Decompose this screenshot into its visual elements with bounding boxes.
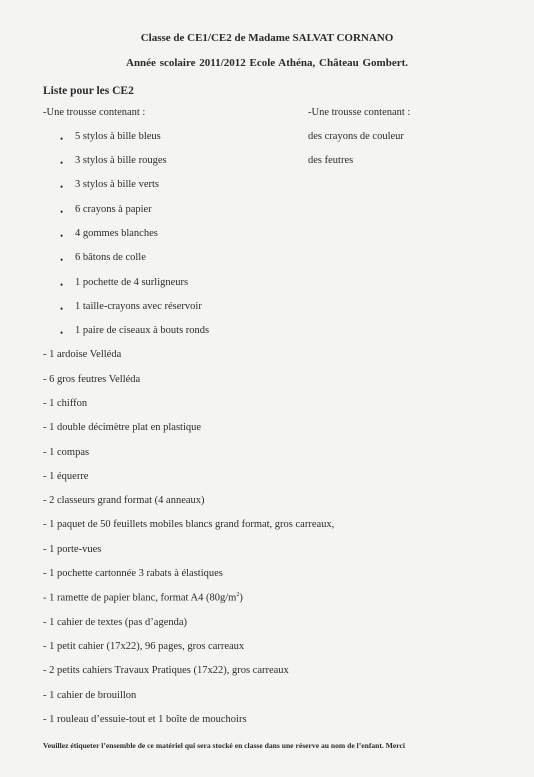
material-item: - 1 compas bbox=[43, 447, 90, 458]
material-item: - 2 petits cahiers Travaux Pratiques (17x22), gros carreaux bbox=[43, 665, 289, 676]
school-year-line: Année scolaire 2011/2012 Ecole Athéna, Château Gombert. bbox=[126, 57, 408, 69]
trousse-item: 1 pochette de 4 surligneurs bbox=[75, 277, 189, 288]
trousse-item: 3 stylos à bille verts bbox=[75, 179, 159, 190]
trousse2-item: des crayons de couleur bbox=[308, 131, 404, 142]
bullet-icon: • bbox=[60, 328, 64, 338]
trousse-intro-left: -Une trousse contenant : bbox=[43, 107, 146, 118]
material-item: - 1 double décimètre plat en plastique bbox=[43, 422, 202, 433]
trousse-item: 6 bâtons de colle bbox=[75, 252, 146, 263]
trousse-item: 6 crayons à papier bbox=[75, 204, 152, 215]
bullet-icon: • bbox=[60, 280, 64, 290]
bullet-icon: • bbox=[60, 158, 64, 168]
material-item: - 1 équerre bbox=[43, 471, 89, 482]
trousse-item: 4 gommes blanches bbox=[75, 228, 158, 239]
material-item: - 1 chiffon bbox=[43, 398, 88, 409]
trousse-item: 1 taille-crayons avec réservoir bbox=[75, 301, 202, 312]
material-item bbox=[43, 592, 243, 604]
material-item: - 2 classeurs grand format (4 anneaux) bbox=[43, 495, 205, 506]
material-item: - 1 paquet de 50 feuillets mobiles blancs grand format, gros carreaux, bbox=[43, 519, 335, 530]
material-item: - 1 petit cahier (17x22), 96 pages, gros carreaux bbox=[43, 641, 245, 652]
trousse-item: 3 stylos à bille rouges bbox=[75, 155, 167, 166]
trousse2-item: des feutres bbox=[308, 155, 354, 166]
footer-note: Veuillez étiqueter l’ensemble de ce matériel qui sera stocké en classe dans une réserve au nom de l’enfant. Merci bbox=[43, 741, 405, 750]
material-item: - 6 gros feutres Velléda bbox=[43, 374, 141, 385]
list-heading: Liste pour les CE2 bbox=[43, 85, 134, 97]
bullet-icon: • bbox=[60, 255, 64, 265]
bullet-icon: • bbox=[60, 182, 64, 192]
material-item: - 1 porte-vues bbox=[43, 544, 102, 555]
material-item: - 1 ardoise Velléda bbox=[43, 349, 122, 360]
trousse-item: 5 stylos à bille bleus bbox=[75, 131, 161, 142]
closing-paren: ) bbox=[239, 592, 243, 604]
bullet-icon: • bbox=[60, 207, 64, 217]
material-item: - 1 cahier de textes (pas d’agenda) bbox=[43, 617, 188, 628]
bullet-icon: • bbox=[60, 231, 64, 241]
bullet-icon: • bbox=[60, 304, 64, 314]
material-item: - 1 pochette cartonnée 3 rabats à élastiques bbox=[43, 568, 223, 579]
trousse-intro-right: -Une trousse contenant : bbox=[308, 107, 411, 118]
material-item: - 1 cahier de brouillon bbox=[43, 690, 137, 701]
trousse-item: 1 paire de ciseaux à bouts ronds bbox=[75, 325, 210, 336]
bullet-icon: • bbox=[60, 134, 64, 144]
material-item: - 1 rouleau d’essuie-tout et 1 boîte de mouchoirs bbox=[43, 714, 247, 725]
material-item-text: - 1 ramette de papier blanc, format A4 (80g/m bbox=[43, 592, 237, 604]
class-title: Classe de CE1/CE2 de Madame SALVAT CORNANO bbox=[140, 32, 394, 44]
superscript: 2 bbox=[236, 592, 240, 598]
